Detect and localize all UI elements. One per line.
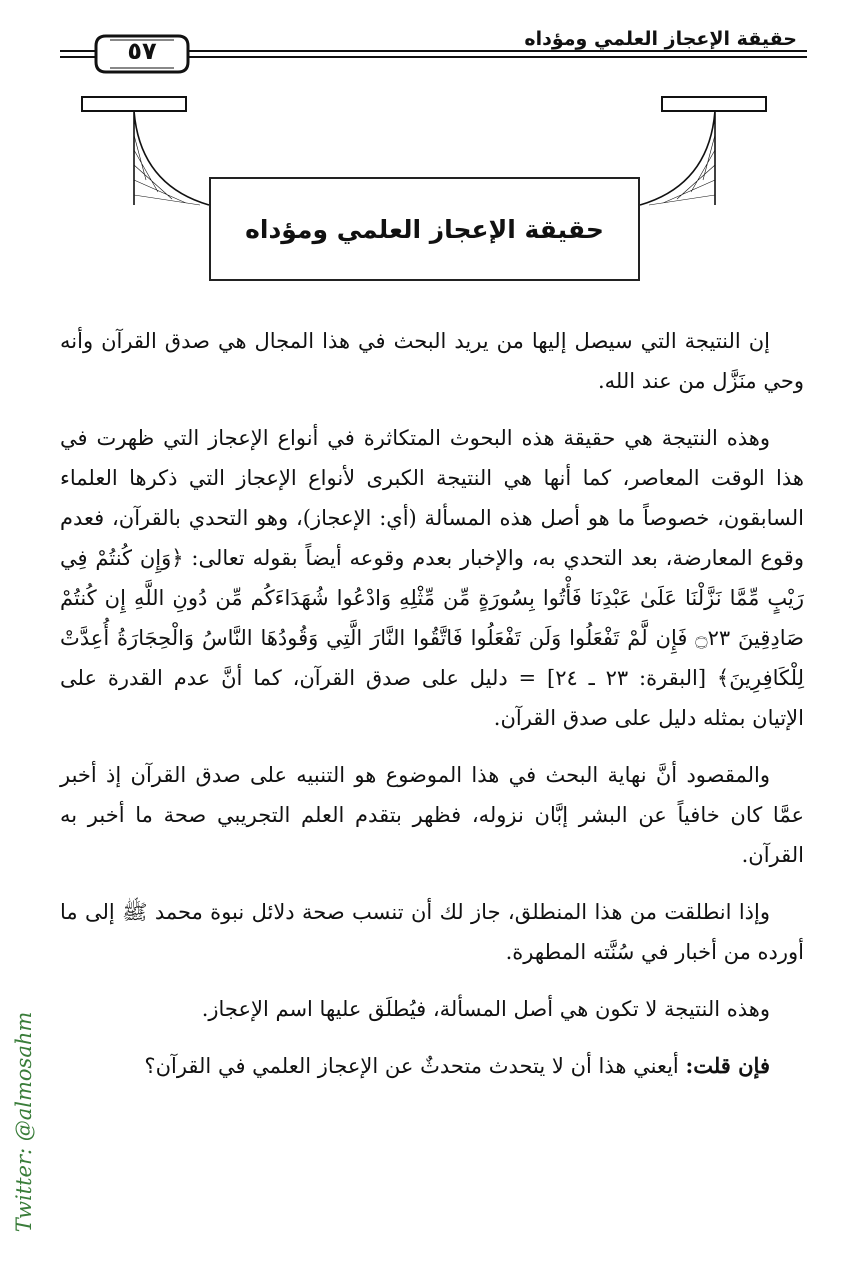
chapter-title-box [209,177,640,281]
paragraph-3: والمقصود أنَّ نهاية البحث في هذا الموضوع هو التنبيه على صدق القرآن إذ أخبر عمَّا كان خافياً عن البشر إبَّان نزوله، فظهر بتقدم العلم التجريبي صحة ما أخبر به القرآن. [60,763,804,867]
paragraph-1: إن النتيجة التي سيصل إليها من يريد البحث في هذا المجال هي صدق القرآن وأنه وحي منَزَّل من عند الله. [60,329,804,393]
chapter-title: حقيقة الإعجاز العلمي ومؤداه [245,214,604,244]
question-text: أيعني هذا أن لا يتحدث متحدثٌ عن الإعجاز العلمي في القرآن؟ [144,1054,679,1078]
page-number: ٥٧ [127,37,157,65]
paragraph-2: وهذه النتيجة هي حقيقة هذه البحوث المتكاثرة في أنواع الإعجاز التي ظهرت في هذا الوقت المعاصر، كما أنها هي النتيجة الكبرى لأنواع الإعجاز التي ذكرها العلماء السابقون، خصوصاً ما هو أصل هذه المسألة (أي: الإعجاز)، وهو التحدي بالقرآن، فعدم وقوع المعارضة، بعد التحدي به، والإخبار بعدم وقوعه أيضاً بقوله تعالى: ﴿وَإِن كُنتُمْ فِي رَيْبٍ مِّمَّا نَزَّلْنَا عَلَىٰ عَبْدِنَا فَأْتُوا بِسُورَةٍ مِّن مِّثْلِهِ وَادْعُوا شُهَدَاءَكُم مِّن دُونِ اللَّهِ إِن كُنتُمْ صَادِقِينَ ۝٢٣ فَإِن لَّمْ تَفْعَلُوا وَلَن تَفْعَلُوا فَاتَّقُوا النَّارَ الَّتِي وَقُودُهَا النَّاسُ وَالْحِجَارَةُ أُعِدَّتْ لِلْكَافِرِينَ﴾ [البقرة: ٢٣ ـ ٢٤] = دليل على صدق القرآن، كما أنَّ عدم القدرة على الإتيان بمثله دليل على صدق القرآن. [60,426,804,730]
question-paragraph [60,1046,804,1086]
running-title: حقيقة الإعجاز العلمي ومؤداه [524,28,797,50]
paragraph-4: وإذا انطلقت من هذا المنطلق، جاز لك أن تنسب صحة دلائل نبوة محمد ﷺ إلى ما أورده من أخبار في سُنَّته المطهرة. [60,900,804,964]
twitter-watermark [6,994,42,1250]
watermark-text: Twitter: @almosahm [12,1011,36,1233]
paragraph-5: وهذه النتيجة لا تكون هي أصل المسألة، فيُطلَق عليها اسم الإعجاز. [201,997,770,1021]
body-text [60,321,804,1103]
question-label: فإن قلت: [685,1053,770,1078]
